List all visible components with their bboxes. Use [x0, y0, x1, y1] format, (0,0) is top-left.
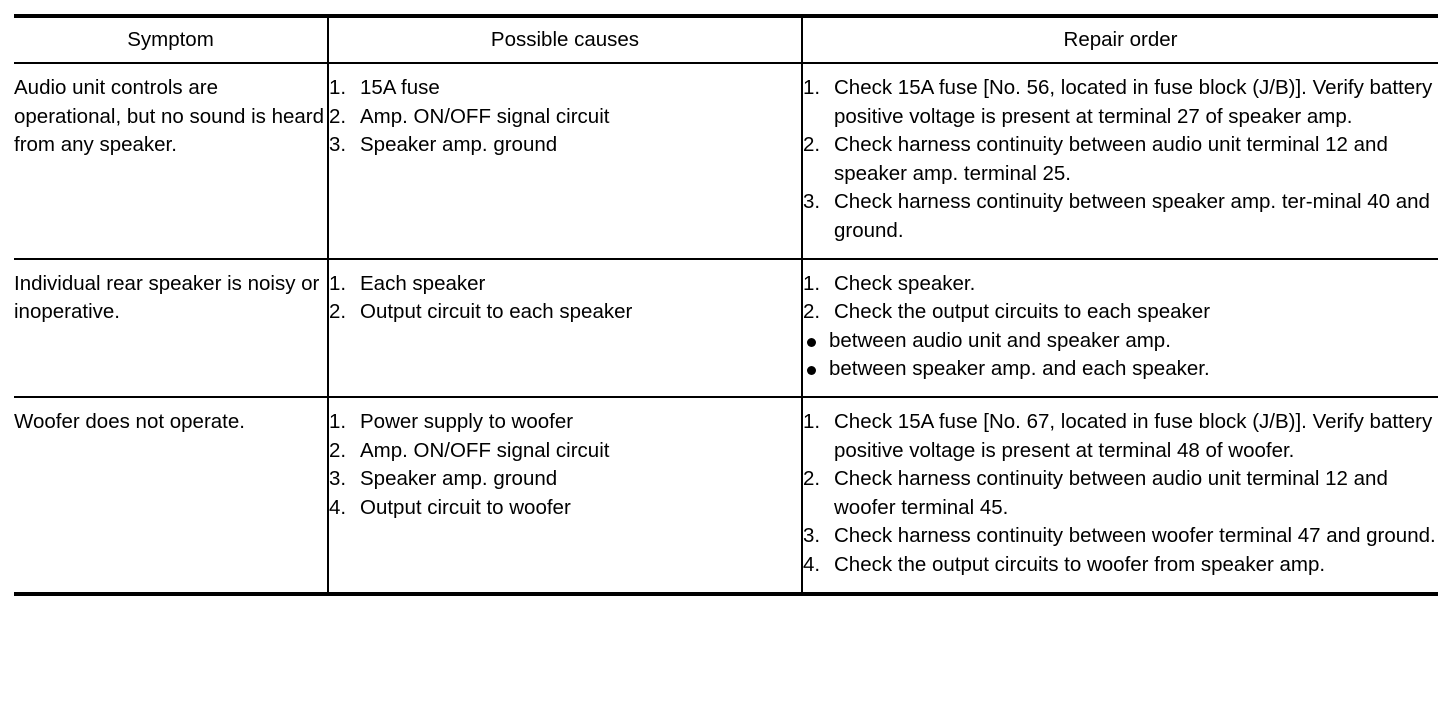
list-item — [329, 103, 801, 132]
table-row — [14, 63, 1438, 259]
bullet-item: between speaker amp. and each speaker. — [803, 355, 1438, 384]
item-text: Amp. ON/OFF signal circuit — [360, 104, 610, 128]
item-number: 2. — [803, 467, 821, 491]
item-number: 3. — [329, 133, 347, 157]
list-item — [329, 465, 801, 494]
item-text: Check 15A fuse [No. 67, located in fuse block (J/B)]. Verify battery positive voltage is present at terminal 48 of woofer. — [834, 409, 1433, 462]
item-text: Check 15A fuse [No. 56, located in fuse block (J/B)]. Verify battery positive voltage is present at terminal 27 of speaker amp. — [834, 76, 1433, 128]
repair-bullet-list — [803, 327, 1438, 384]
symptom-cell: Woofer does not operate. — [14, 409, 245, 433]
item-number: 2. — [329, 104, 347, 128]
item-number: 2. — [329, 300, 347, 324]
causes-list — [329, 74, 801, 160]
bullet-item: between audio unit and speaker amp. — [803, 327, 1438, 356]
list-item — [803, 298, 1438, 327]
item-text: Output circuit to each speaker — [360, 300, 633, 324]
trouble-diagnosis-table — [14, 14, 1438, 596]
causes-cell — [328, 63, 802, 259]
list-item — [803, 465, 1438, 522]
item-text: Speaker amp. ground — [360, 467, 558, 491]
list-item — [329, 74, 801, 103]
item-text: Each speaker — [360, 271, 486, 295]
causes-list — [329, 270, 801, 327]
repair-cell — [802, 259, 1438, 397]
list-item — [803, 551, 1438, 580]
item-number: 1. — [803, 76, 821, 99]
list-item — [329, 131, 801, 160]
item-number: 2. — [803, 133, 821, 157]
causes-cell — [328, 397, 802, 594]
list-item — [803, 188, 1438, 245]
item-text: Power supply to woofer — [360, 409, 574, 433]
list-item — [329, 408, 801, 437]
list-item — [803, 131, 1438, 188]
item-text: Check speaker. — [834, 271, 976, 295]
table-row — [14, 397, 1438, 594]
item-number: 2. — [803, 300, 821, 324]
item-number: 4. — [329, 495, 347, 519]
list-item — [803, 74, 1438, 131]
repair-list — [803, 74, 1438, 246]
list-item — [329, 494, 801, 523]
item-text: 15A fuse — [360, 76, 440, 99]
header-possible-causes: Possible causes — [328, 16, 802, 63]
causes-cell — [328, 259, 802, 397]
header-repair-order: Repair order — [802, 16, 1438, 63]
item-text: Speaker amp. ground — [360, 133, 558, 157]
list-item — [329, 298, 801, 327]
causes-list — [329, 408, 801, 522]
header-symptom: Symptom — [127, 27, 214, 51]
item-number: 3. — [803, 190, 821, 214]
item-number: 1. — [803, 271, 821, 295]
item-text: Check harness continuity between audio unit terminal 12 and speaker amp. terminal 25. — [834, 133, 1388, 185]
header-row — [14, 16, 1438, 63]
item-text: Check the output circuits to woofer from speaker amp. — [834, 552, 1326, 576]
list-item — [803, 408, 1438, 465]
item-number: 2. — [329, 438, 347, 462]
list-item — [803, 522, 1438, 551]
item-number: 3. — [329, 467, 347, 491]
item-number: 1. — [803, 409, 821, 433]
item-text: Check harness continuity between speaker amp. ter-minal 40 and ground. — [834, 190, 1430, 242]
item-text: Output circuit to woofer — [360, 495, 571, 519]
item-number: 1. — [329, 76, 347, 99]
repair-list — [803, 408, 1438, 580]
repair-cell — [802, 63, 1438, 259]
item-number: 1. — [329, 409, 347, 433]
list-item — [803, 270, 1438, 299]
item-number: 1. — [329, 271, 347, 295]
item-text: Check harness continuity between audio unit terminal 12 and woofer terminal 45. — [834, 467, 1388, 519]
list-item — [329, 437, 801, 466]
item-text: Amp. ON/OFF signal circuit — [360, 438, 610, 462]
repair-cell — [802, 397, 1438, 594]
symptom-cell: Audio unit controls are operational, but no sound is heard from any speaker. — [14, 76, 325, 157]
list-item — [329, 270, 801, 299]
item-number: 4. — [803, 552, 821, 576]
item-text: Check harness continuity between woofer terminal 47 and ground. — [834, 524, 1436, 548]
repair-list — [803, 270, 1438, 327]
table-row — [14, 259, 1438, 397]
diagnosis-sheet — [14, 14, 1438, 596]
item-text: Check the output circuits to each speaker — [834, 300, 1211, 324]
symptom-cell: Individual rear speaker is noisy or inoperative. — [14, 271, 320, 324]
item-number: 3. — [803, 524, 821, 548]
